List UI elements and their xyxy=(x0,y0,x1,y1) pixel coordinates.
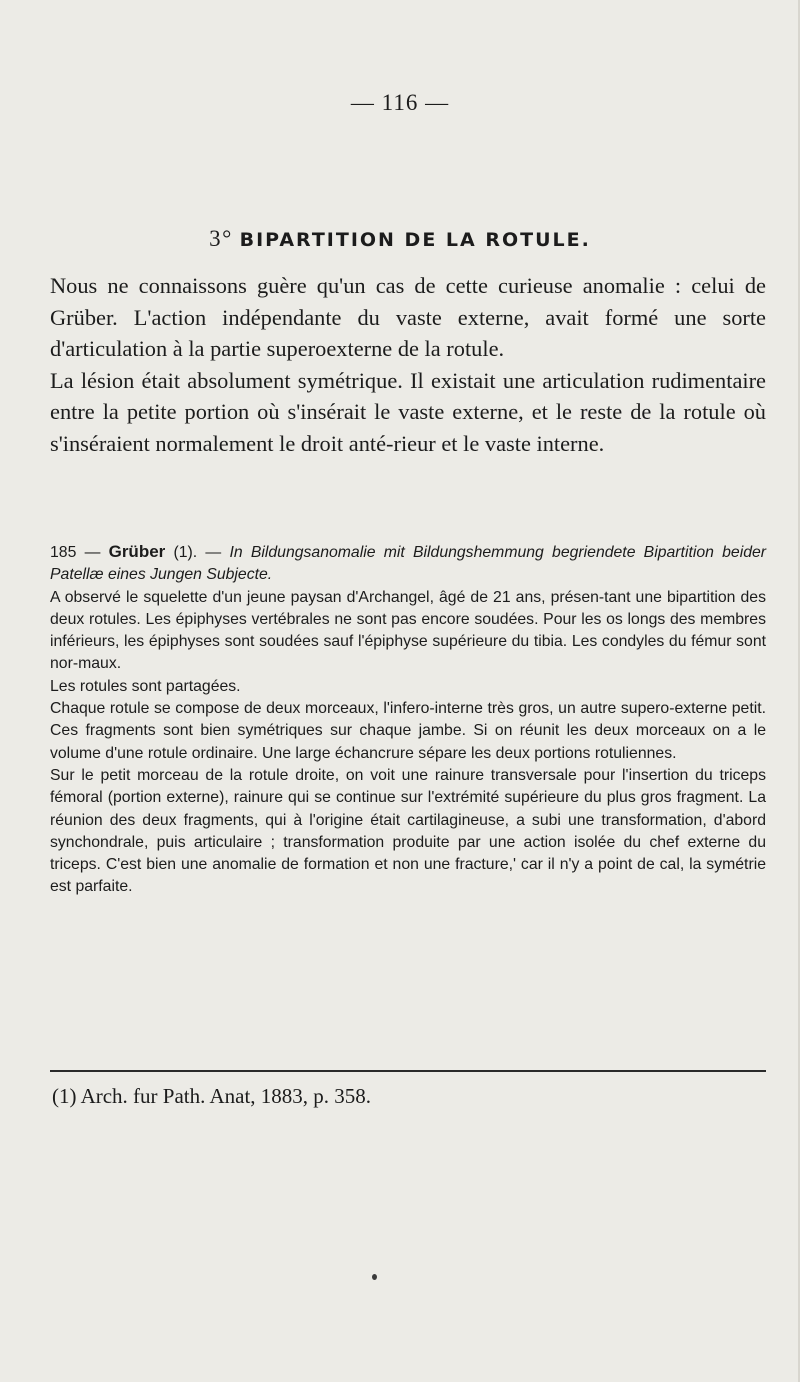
intro-text xyxy=(50,270,766,459)
section-title: BIPARTITION DE LA ROTULE. xyxy=(239,229,591,251)
intro-paragraph: Nous ne connaissons guère qu'un cas de cette curieuse anomalie : celui de Grüber. L'action indépendante du vaste externe, avait formé une sorte d'articulation à la partie superoexterne de la rotule. xyxy=(50,273,766,361)
page-number: — 116 — xyxy=(350,90,450,115)
intro-paragraph: La lésion était absolument symétrique. Il existait une articulation rudimentaire entre la petite portion où s'insérait le vaste externe, et le reste de la rotule où s'inséraient normalement le droit anté-rieur et le vaste interne. xyxy=(50,367,766,456)
entry-number: 185 xyxy=(50,544,77,561)
section-heading xyxy=(0,226,800,252)
entry-paragraph: Sur le petit morceau de la rotule droite, on voit une rainure transversale pour l'insertion du triceps fémoral (portion externe), rainure qui se continue sur l'extrémité supérieure du plus gros fragment. La réunion des deux fragments, qui à l'origine était cartilagineuse, a subi une transformation, d'abord synchondrale, puis articulaire ; transformation produite par une action isolée du chef externe du triceps. C'est bien une anomalie de formation et non une fracture,' car il n'y a point de cal, la symétrie est parfaite. xyxy=(50,766,766,896)
footnote-divider xyxy=(50,1070,766,1072)
entry-paragraph: Chaque rotule se compose de deux morceaux, l'infero-interne très gros, un autre supero-externe petit. Ces fragments sont bien symétriques sur chaque jambe. Si on réunit les deux morceaux on a le volume d'une rotule ordinaire. Une large échancrure sépare les deux portions rotuliennes. xyxy=(50,700,766,762)
bibliographic-entry xyxy=(50,541,766,899)
entry-header: 185 — Grüber (1). — In Bildungsanomalie mit Bildungshemmung begriendete Bipartition beider Patellæ eines Jungen Subjecte. xyxy=(50,542,767,584)
entry-paragraph: Les rotules sont partagées. xyxy=(50,677,241,695)
entry-author: Grüber xyxy=(108,542,166,561)
paper-speck xyxy=(372,1274,377,1280)
entry-paragraph: A observé le squelette d'un jeune paysan d'Archangel, âgé de 21 ans, présen-tant une bipartition des deux rotules. Les épiphyses vertébrales ne sont pas encore soudées. Pour les os longs des membres inférieurs, les épiphyses sont soudées sauf l'épiphyse supérieure du tibia. Les condyles du fémur sont nor-maux. xyxy=(50,588,766,673)
entry-note-ref: (1). xyxy=(173,544,198,561)
footnote: (1) Arch. fur Path. Anat, 1883, p. 358. xyxy=(52,1084,372,1108)
entry-title: In Bildungsanomalie mit Bildungshemmung begriendete Bipartition beider Patellæ eines Jungen Subjecte. xyxy=(50,544,767,584)
section-number: 3° xyxy=(209,226,233,251)
